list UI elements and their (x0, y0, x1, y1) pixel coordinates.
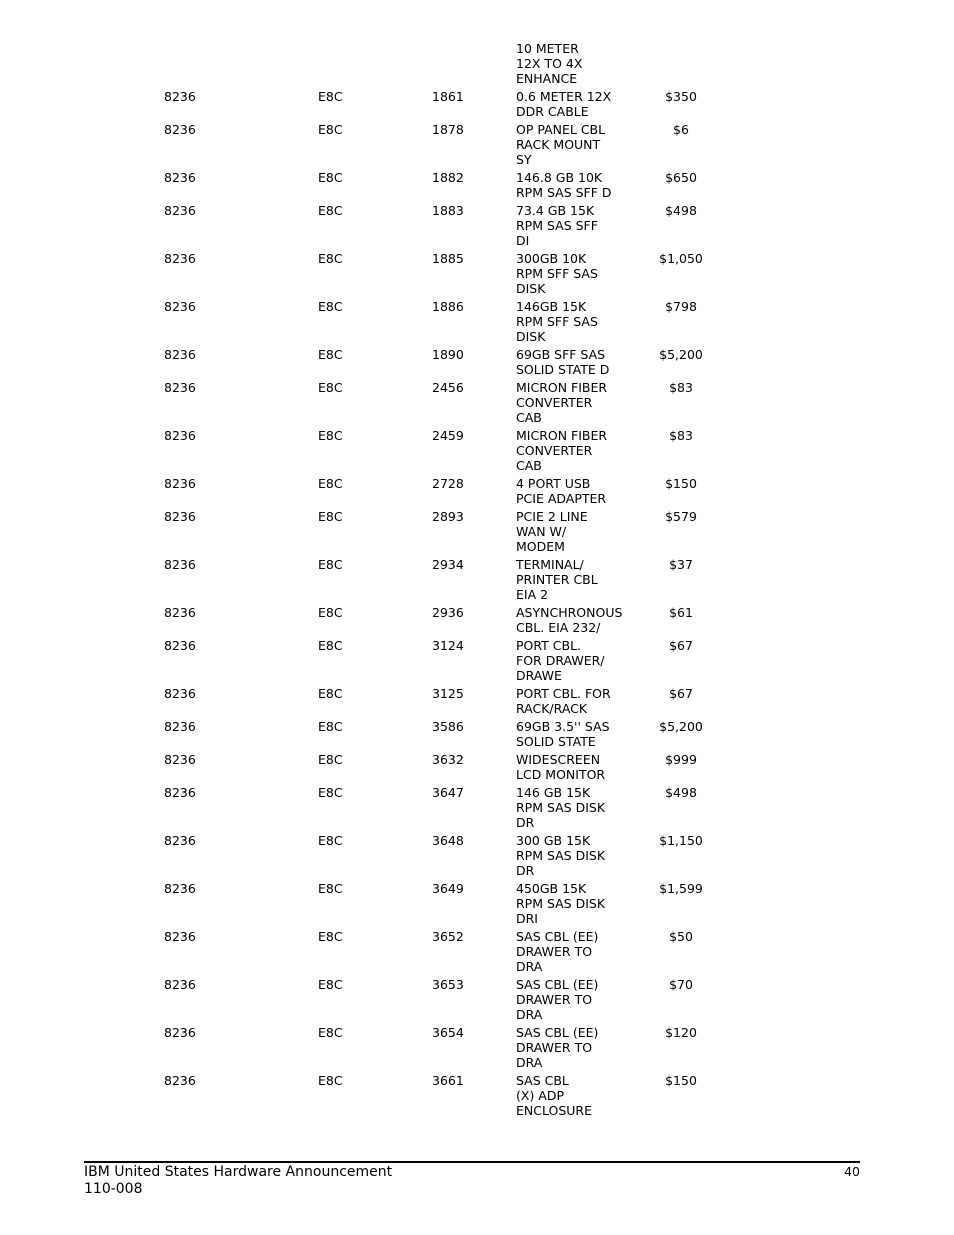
continued-description: 10 METER 12X TO 4X ENHANCE (516, 41, 583, 86)
price-cell: $5,200 (659, 719, 703, 734)
description-cell: 300 GB 15K RPM SAS DISK DR (516, 833, 606, 878)
machine-type-cell: 8236 (164, 251, 196, 266)
machine-type-cell: 8236 (164, 89, 196, 104)
description-cell: WIDESCREEN LCD MONITOR (516, 752, 606, 782)
table-row (0, 1025, 954, 1073)
description-cell: ASYNCHRONOUS CBL. EIA 232/ (516, 605, 623, 635)
machine-type-cell: 8236 (164, 881, 196, 896)
machine-type-cell: 8236 (164, 380, 196, 395)
description-cell: OP PANEL CBL RACK MOUNT SY (516, 122, 606, 167)
machine-type-cell: 8236 (164, 686, 196, 701)
table-row (0, 170, 954, 203)
description-cell: 146GB 15K RPM SFF SAS DISK (516, 299, 598, 344)
price-cell: $1,599 (659, 881, 703, 896)
price-cell: $6 (673, 122, 689, 137)
description-cell: 4 PORT USB PCIE ADAPTER (516, 476, 607, 506)
price-cell: $650 (665, 170, 697, 185)
table-row (0, 881, 954, 929)
description-cell: SAS CBL (EE) DRAWER TO DRA (516, 929, 599, 974)
description-cell: 300GB 10K RPM SFF SAS DISK (516, 251, 598, 296)
machine-type-cell: 8236 (164, 833, 196, 848)
price-cell: $150 (665, 476, 697, 491)
feature-number-cell: 3648 (432, 833, 464, 848)
feature-number-cell: 1885 (432, 251, 464, 266)
price-cell: $67 (669, 686, 693, 701)
table-row (0, 686, 954, 719)
price-cell: $798 (665, 299, 697, 314)
feature-number-cell: 1883 (432, 203, 464, 218)
table-row (0, 428, 954, 476)
price-table (0, 41, 954, 1121)
machine-type-cell: 8236 (164, 752, 196, 767)
price-cell: $498 (665, 203, 697, 218)
model-cell: E8C (318, 428, 343, 443)
table-row (0, 509, 954, 557)
footer-title: IBM United States Hardware Announcement (84, 1164, 393, 1180)
model-cell: E8C (318, 785, 343, 800)
price-cell: $350 (665, 89, 697, 104)
feature-number-cell: 1878 (432, 122, 464, 137)
machine-type-cell: 8236 (164, 1073, 196, 1088)
price-cell: $498 (665, 785, 697, 800)
machine-type-cell: 8236 (164, 122, 196, 137)
description-cell: 146 GB 15K RPM SAS DISK DR (516, 785, 606, 830)
feature-number-cell: 2728 (432, 476, 464, 491)
machine-type-cell: 8236 (164, 203, 196, 218)
feature-number-cell: 2456 (432, 380, 464, 395)
feature-number-cell: 3586 (432, 719, 464, 734)
feature-number-cell: 3661 (432, 1073, 464, 1088)
price-cell: $61 (669, 605, 693, 620)
machine-type-cell: 8236 (164, 299, 196, 314)
table-row (0, 977, 954, 1025)
feature-number-cell: 3654 (432, 1025, 464, 1040)
description-cell: 69GB SFF SAS SOLID STATE D (516, 347, 610, 377)
table-row (0, 785, 954, 833)
price-cell: $67 (669, 638, 693, 653)
machine-type-cell: 8236 (164, 509, 196, 524)
price-cell: $120 (665, 1025, 697, 1040)
model-cell: E8C (318, 170, 343, 185)
machine-type-cell: 8236 (164, 428, 196, 443)
footer-number: 110-008 (84, 1181, 143, 1197)
model-cell: E8C (318, 1025, 343, 1040)
feature-number-cell: 3652 (432, 929, 464, 944)
model-cell: E8C (318, 929, 343, 944)
description-cell: MICRON FIBER CONVERTER CAB (516, 380, 608, 425)
table-row (0, 1073, 954, 1121)
page-number: 40 (844, 1164, 860, 1179)
model-cell: E8C (318, 509, 343, 524)
machine-type-cell: 8236 (164, 170, 196, 185)
machine-type-cell: 8236 (164, 347, 196, 362)
model-cell: E8C (318, 347, 343, 362)
table-row (0, 299, 954, 347)
price-cell: $83 (669, 380, 693, 395)
description-cell: SAS CBL (EE) DRAWER TO DRA (516, 1025, 599, 1070)
description-cell: PORT CBL. FOR DRAWER/ DRAWE (516, 638, 605, 683)
model-cell: E8C (318, 638, 343, 653)
machine-type-cell: 8236 (164, 476, 196, 491)
price-cell: $50 (669, 929, 693, 944)
machine-type-cell: 8236 (164, 785, 196, 800)
description-cell: 0.6 METER 12X DDR CABLE (516, 89, 612, 119)
machine-type-cell: 8236 (164, 605, 196, 620)
description-cell: 73.4 GB 15K RPM SAS SFF DI (516, 203, 598, 248)
footer-announcement (84, 1163, 860, 1198)
feature-number-cell: 3125 (432, 686, 464, 701)
model-cell: E8C (318, 605, 343, 620)
feature-number-cell: 1882 (432, 170, 464, 185)
table-row (0, 203, 954, 251)
table-row (0, 638, 954, 686)
description-cell: TERMINAL/ PRINTER CBL EIA 2 (516, 557, 598, 602)
description-cell: SAS CBL (EE) DRAWER TO DRA (516, 977, 599, 1022)
model-cell: E8C (318, 299, 343, 314)
feature-number-cell: 1890 (432, 347, 464, 362)
model-cell: E8C (318, 977, 343, 992)
price-cell: $1,150 (659, 833, 703, 848)
price-cell: $83 (669, 428, 693, 443)
price-cell: $70 (669, 977, 693, 992)
model-cell: E8C (318, 719, 343, 734)
table-row (0, 605, 954, 638)
machine-type-cell: 8236 (164, 977, 196, 992)
description-cell: PCIE 2 LINE WAN W/ MODEM (516, 509, 588, 554)
feature-number-cell: 3647 (432, 785, 464, 800)
price-cell: $37 (669, 557, 693, 572)
feature-number-cell: 2893 (432, 509, 464, 524)
model-cell: E8C (318, 686, 343, 701)
model-cell: E8C (318, 476, 343, 491)
description-cell: 69GB 3.5'' SAS SOLID STATE (516, 719, 610, 749)
price-cell: $150 (665, 1073, 697, 1088)
machine-type-cell: 8236 (164, 719, 196, 734)
table-rows (0, 89, 954, 1121)
price-cell: $1,050 (659, 251, 703, 266)
table-row (0, 719, 954, 752)
feature-number-cell: 2936 (432, 605, 464, 620)
model-cell: E8C (318, 89, 343, 104)
price-cell: $999 (665, 752, 697, 767)
table-row (0, 347, 954, 380)
model-cell: E8C (318, 557, 343, 572)
machine-type-cell: 8236 (164, 557, 196, 572)
price-cell: $5,200 (659, 347, 703, 362)
machine-type-cell: 8236 (164, 1025, 196, 1040)
model-cell: E8C (318, 752, 343, 767)
feature-number-cell: 1861 (432, 89, 464, 104)
model-cell: E8C (318, 380, 343, 395)
machine-type-cell: 8236 (164, 638, 196, 653)
description-cell: 146.8 GB 10K RPM SAS SFF D (516, 170, 612, 200)
model-cell: E8C (318, 122, 343, 137)
machine-type-cell: 8236 (164, 929, 196, 944)
table-row (0, 752, 954, 785)
feature-number-cell: 2459 (432, 428, 464, 443)
feature-number-cell: 3124 (432, 638, 464, 653)
model-cell: E8C (318, 1073, 343, 1088)
model-cell: E8C (318, 251, 343, 266)
feature-number-cell: 2934 (432, 557, 464, 572)
continuation-row (0, 41, 954, 89)
description-cell: MICRON FIBER CONVERTER CAB (516, 428, 608, 473)
feature-number-cell: 3649 (432, 881, 464, 896)
model-cell: E8C (318, 833, 343, 848)
description-cell: PORT CBL. FOR RACK/RACK (516, 686, 611, 716)
page-footer (84, 1161, 860, 1198)
price-cell: $579 (665, 509, 697, 524)
table-row (0, 833, 954, 881)
table-row (0, 122, 954, 170)
model-cell: E8C (318, 203, 343, 218)
table-row (0, 251, 954, 299)
feature-number-cell: 3653 (432, 977, 464, 992)
model-cell: E8C (318, 881, 343, 896)
table-row (0, 557, 954, 605)
feature-number-cell: 1886 (432, 299, 464, 314)
description-cell: SAS CBL (X) ADP ENCLOSURE (516, 1073, 593, 1118)
feature-number-cell: 3632 (432, 752, 464, 767)
table-row (0, 89, 954, 122)
table-row (0, 380, 954, 428)
description-cell: 450GB 15K RPM SAS DISK DRI (516, 881, 606, 926)
table-row (0, 476, 954, 509)
table-row (0, 929, 954, 977)
